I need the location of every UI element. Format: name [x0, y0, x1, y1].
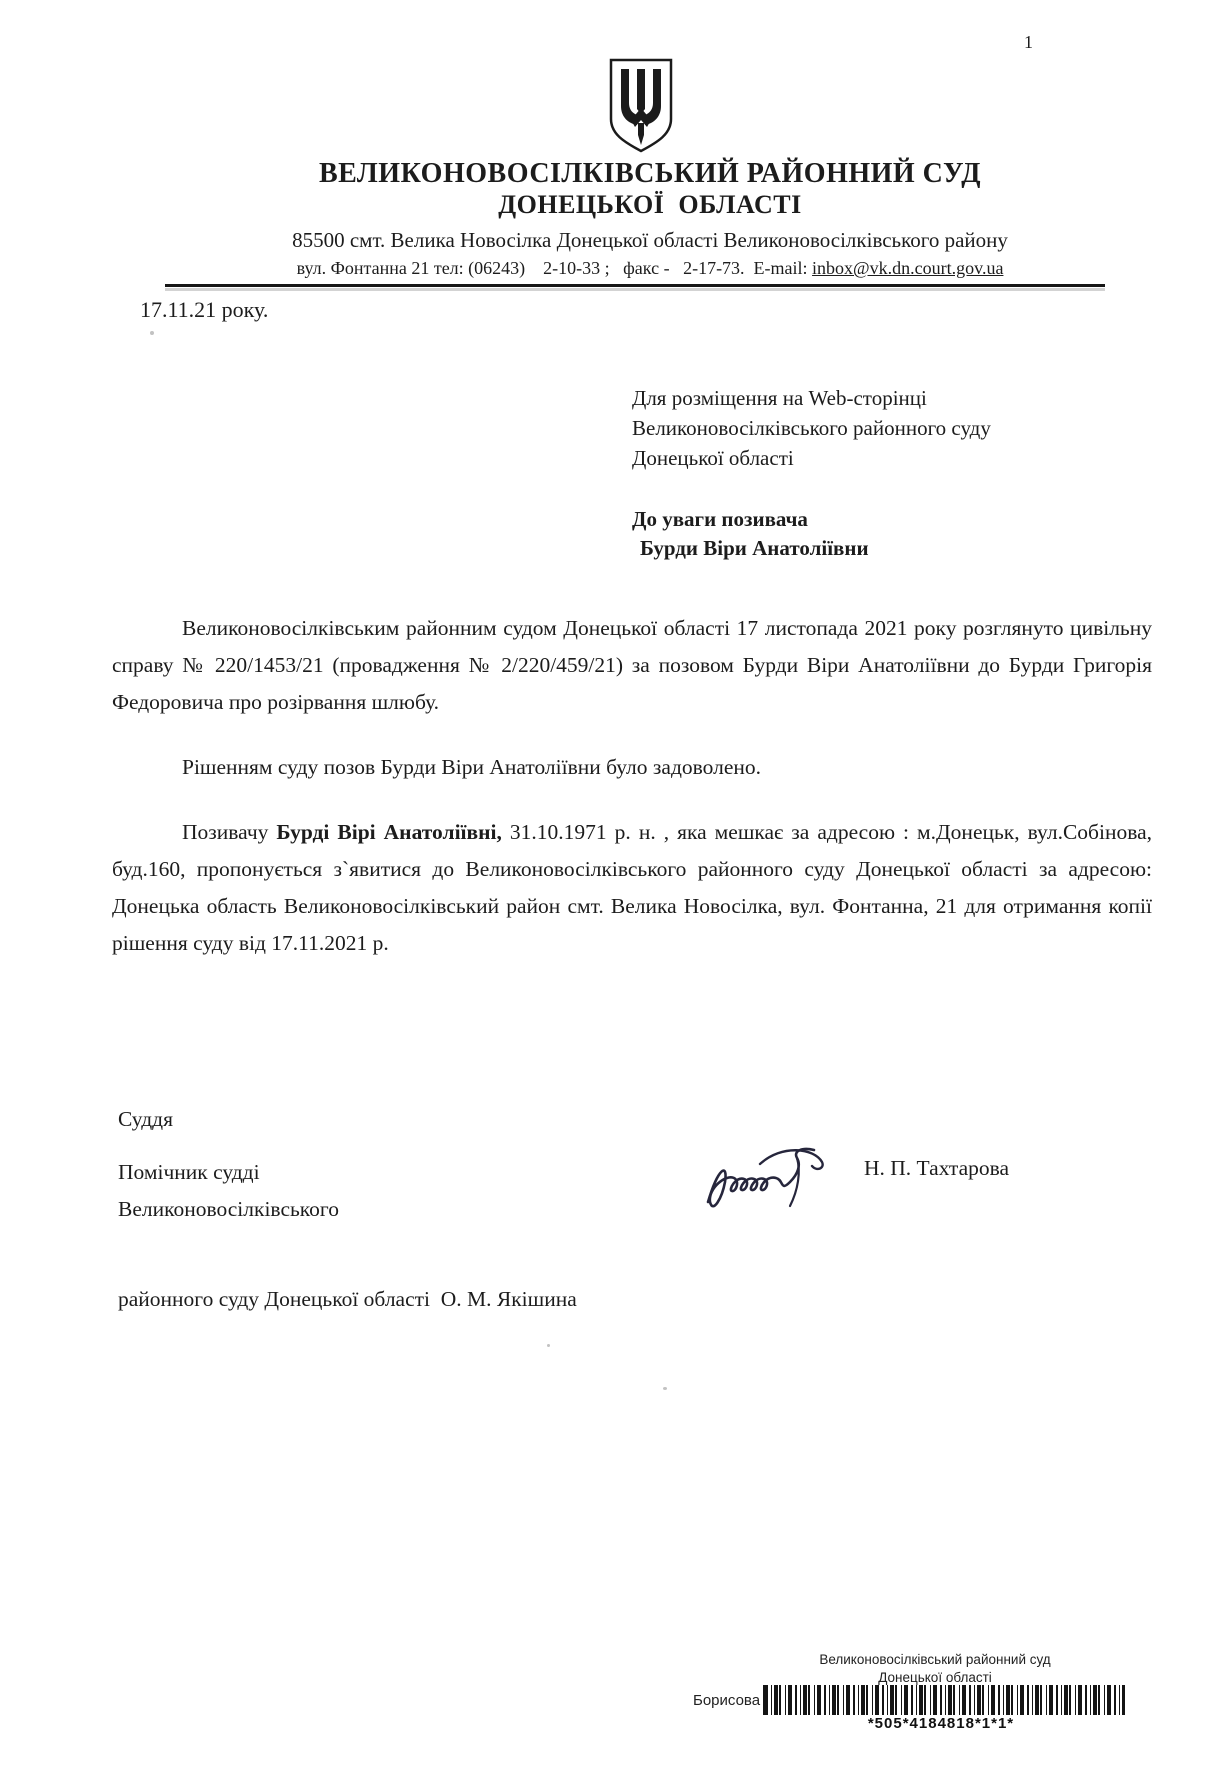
recipient-line-web: Для розміщення на Web-сторінці — [632, 386, 927, 410]
body-paragraph-1: Великоновосілківським районним судом Донецької області 17 листопада 2021 року розглянуто цивільну справу № 220/1453/21 (провадження № 2/220/459/21) за позовом Бурди Віри Анатоліївни до Бурди Григорія Федоровича про розірвання шлюбу. — [112, 616, 1152, 714]
barcode — [763, 1685, 1125, 1715]
footer-court-line2: Донецької області — [878, 1670, 992, 1685]
attention-name: Бурди Віри Анатоліївни — [640, 536, 869, 560]
body-paragraph-3 — [112, 814, 1152, 962]
court-name-line1: ВЕЛИКОНОВОСІЛКІВСЬКИЙ РАЙОННИЙ СУД — [318, 158, 982, 189]
scan-speck — [150, 331, 154, 335]
footer-court-line1: Великоновосілківський районний суд — [819, 1652, 1051, 1667]
document-date: 17.11.21 року. — [140, 297, 269, 322]
recipient-line-oblast: Донецької області — [632, 446, 794, 470]
judge-title-line2: Великоновосілківського — [118, 1197, 339, 1221]
page-number: 1 — [1024, 32, 1033, 52]
court-email-link[interactable]: inbox@vk.dn.court.gov.ua — [812, 258, 1004, 278]
paragraph3-rest: 31.10.1971 р. н. , яка мешкає за адресою : м.Донецьк, вул.Собінова, буд.160, пропонується з`явитися до Великоновосілківського районного суду Донецької області за адресою: Донецька область Великоновосілківський район смт. Велика Новосілка, вул. Фонтанна, 21 для отримання копії рішення суду від 17.11.2021 р. — [112, 820, 1153, 955]
header-divider-rule — [165, 284, 1105, 287]
scan-speck — [547, 1344, 550, 1347]
letter-body — [112, 610, 1152, 990]
scan-speck — [663, 1387, 667, 1390]
court-contact-line — [170, 258, 1130, 279]
contact-text: вул. Фонтанна 21 тел: (06243) 2-10-33 ; факс - 2-17-73. E-mail: — [296, 258, 813, 278]
paragraph3-claimant-name: Бурді Вірі Анатоліївні, — [276, 820, 502, 844]
ukraine-trident-emblem-icon — [605, 56, 677, 156]
court-address-line: 85500 смт. Велика Новосілка Донецької області Великоновосілківського району — [292, 228, 1008, 252]
recipient-line-court: Великоновосілківського районного суду — [632, 416, 991, 440]
judge-title-line3: районного суду Донецької області О. М. Якішина — [118, 1287, 577, 1311]
footer-barcode-block — [615, 1652, 1232, 1742]
court-name-line2: ДОНЕЦЬКОЇ ОБЛАСТІ — [498, 190, 802, 219]
paragraph3-prefix: Позивачу — [182, 820, 277, 844]
assistant-title: Помічник судді — [118, 1160, 260, 1184]
attention-heading: До уваги позивача — [632, 507, 808, 531]
footer-operator-name: Борисова — [693, 1692, 761, 1709]
body-paragraph-2: Рішенням суду позов Бурди Віри Анатоліївни було задоволено. — [182, 755, 762, 779]
handwritten-signature — [698, 1128, 863, 1228]
recipient-block — [632, 383, 1072, 563]
judge-signature-block — [118, 1044, 577, 1374]
barcode-number: *505*4184818*1*1* — [867, 1715, 1015, 1732]
assistant-name: Н. П. Тахтарова — [864, 1156, 1010, 1180]
judge-title-line1: Суддя — [118, 1107, 173, 1131]
